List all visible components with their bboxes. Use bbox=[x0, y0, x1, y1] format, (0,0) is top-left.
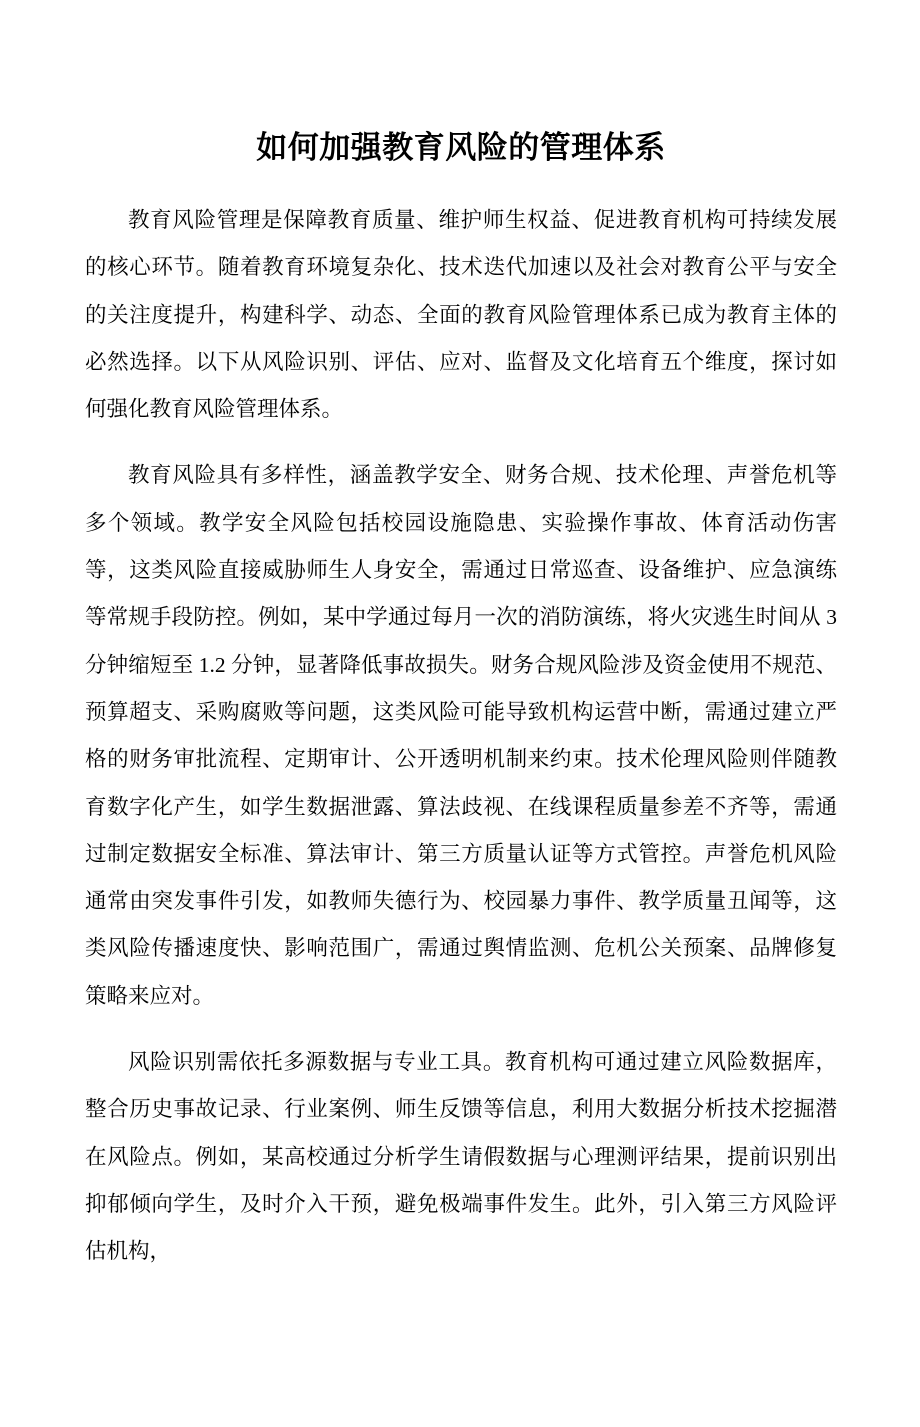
paragraph-intro: 教育风险管理是保障教育质量、维护师生权益、促进教育机构可持续发展的核心环节。随着教育环境复杂化、技术迭代加速以及社会对教育公平与安全的关注度提升，构建科学、动态、全面的教育风险管理体系已成为教育主体的必然选择。以下从风险识别、评估、应对、监督及文化培育五个维度，探讨如何强化教育风险管理体系。 bbox=[85, 208, 837, 422]
paragraph-risk-types: 教育风险具有多样性，涵盖教学安全、财务合规、技术伦理、声誉危机等多个领域。教学安全风险包括校园设施隐患、实验操作事故、体育活动伤害等，这类风险直接威胁师生人身安全，需通过日常巡查、设备维护、应急演练等常规手段防控。例如，某中学通过每月一次的消防演练，将火灾逃生时间从 3 分钟缩短至 1.2 分钟，显著降低事故损失。财务合规风险涉及资金使用不规范、预算超支、采购腐败等问题，这类风险可能导致机构运营中断，需通过建立严格的财务审批流程、定期审计、公开透明机制来约束。技术伦理风险则伴随教育数字化产生，如学生数据泄露、算法歧视、在线课程质量参差不齐等，需通过制定数据安全标准、算法审计、第三方质量认证等方式管控。声誉危机风险通常由突发事件引发，如教师失德行为、校园暴力事件、教学质量丑闻等，这类风险传播速度快、影响范围广，需通过舆情监测、危机公关预案、品牌修复策略来应对。 bbox=[85, 463, 837, 1008]
document-page bbox=[0, 125, 920, 1427]
document-body bbox=[85, 197, 837, 1276]
page-title: 如何加强教育风险的管理体系 bbox=[256, 130, 666, 165]
paragraph-risk-identification: 风险识别需依托多源数据与专业工具。教育机构可通过建立风险数据库，整合历史事故记录、行业案例、师生反馈等信息，利用大数据分析技术挖掘潜在风险点。例如，某高校通过分析学生请假数据与心理测评结果，提前识别出抑郁倾向学生，及时介入干预，避免极端事件发生。此外，引入第三方风险评估机构， bbox=[85, 1050, 837, 1264]
